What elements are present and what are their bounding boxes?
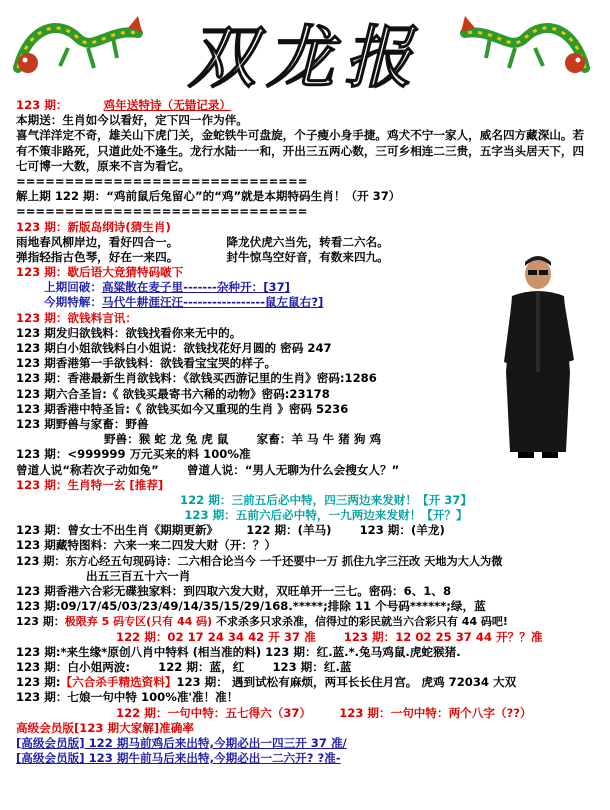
previous-issue-answer: 解上期 122 期：“鸡前鼠后兔留心”的“鸡”就是本期特码生肖！（开 37） bbox=[16, 189, 401, 204]
poem-paragraph: 喜气洋洋定不奇，雄关山下虎门关，金蛇铁牛可盘旋，个子瘦小身手捷。鸡犬不宁一家人，威名四方藏深山。若有不策非路死，只道此处不逢生。龙行水陆一一和，开出三五两心数，三可乡相连二三贵，五字当头居天下，四七可博一大数，原来不言为看它。 bbox=[16, 128, 585, 173]
text-line: 本期送：生肖如今以看好，定下四一作为伴。 bbox=[16, 113, 248, 128]
text-line: 123 期：<999999 万元买来的料 100%准 bbox=[16, 447, 251, 462]
vip-line: [高级会员版] 122 期马前鸡后来出特,今期必出一四三开 37 准/ bbox=[16, 735, 347, 750]
text-line: 123 期野兽与家畜：野兽 bbox=[16, 416, 149, 431]
highlight-red: 极限弃 5 码专区(只有 44 码) bbox=[64, 615, 213, 629]
text-segment: 123 期：白小姐两波: bbox=[16, 659, 131, 674]
text-line: 123 期香港第一手欲钱料：欲钱看宝宝哭的样子。 bbox=[16, 356, 277, 371]
domestic-animals: 家畜：羊 马 牛 猪 狗 鸡 bbox=[256, 432, 382, 447]
text-line: 123 期：七娘一句中特 100%准'准！准！ bbox=[16, 690, 239, 705]
section-title-vip: 高级会员版[123 期大家解]准确率 bbox=[16, 720, 194, 735]
prediction-segment: 123 期：一句中特：两个八字（??） bbox=[339, 705, 532, 720]
poem-line: 弹指轻指古色琴，好在一来四。 bbox=[16, 249, 179, 264]
text-line: 123 期:*来生缘*原创八肖中特料 (相当准的料) 123 期：红.蓝.*.兔马鸡鼠.虎蛇猴猪. bbox=[16, 644, 461, 659]
text-line: 123 期：香港最新生肖欲钱料：《欲钱买西游记里的生肖》密码:1286 bbox=[16, 371, 377, 386]
text-segment: 曾道人说：“男人无聊为什么会搜女人？” bbox=[186, 462, 400, 477]
text-segment: 123 期：曾女士不出生肖《期期更新》 bbox=[16, 523, 219, 538]
section-title-poem: 鸡年送特诗（无错记录） bbox=[103, 98, 232, 112]
section-title-riddle: 123 期：歇后语大竞猜特码啵下 bbox=[16, 265, 184, 280]
prediction-line: 123 期：五前六后必中特，一九两边来发财！【开？】 bbox=[184, 508, 468, 523]
dragon-left-icon bbox=[8, 8, 148, 88]
riddle-label: 今期特解： bbox=[44, 295, 102, 310]
text-segment: 123 期： 遇到试松有麻烦，两耳长长住月宫。 虎鸡 72034 大双 bbox=[176, 675, 517, 690]
text-segment: 不求杀多只求杀准，信得过的彩民就当六合彩只有 44 码吧! bbox=[212, 615, 508, 629]
text-line: 123 期白小姐欲钱料白小姐说：欲钱找花好月圆的 密码 247 bbox=[16, 341, 332, 356]
section-title-poem-zodiac: 123 期：新版岛纲诗(猜生肖) bbox=[16, 219, 171, 234]
dragon-right-icon bbox=[455, 8, 595, 88]
poem-line: 降龙伏虎六当先，转看二六名。 bbox=[226, 234, 389, 249]
text-line: 123 期藏特图料：六来一来二四发大财（开：？） bbox=[16, 538, 277, 553]
prediction-segment: 122 期：一句中特：五七得六（37） bbox=[116, 705, 312, 720]
vip-line: [高级会员版] 123 期牛前马后来出特,今期必出一二六开? ?准- bbox=[16, 751, 341, 766]
separator: ============================== bbox=[16, 204, 308, 219]
riddle-text: 高粱散在麦子里-------杂种开：[37] bbox=[101, 280, 290, 295]
text-line: 123 期发归欲钱料：欲钱找看你来无中的。 bbox=[16, 325, 242, 340]
highlight-red: 【六合杀手精选资料】 bbox=[60, 675, 177, 690]
poem-line: 雨地春风柳岸边，看好四合一。 bbox=[16, 234, 179, 249]
section-title-money: 123 期：欲钱料言讯： bbox=[16, 310, 137, 325]
text-line: 123 期六合圣旨:《 欲钱买最寄书六稀的动物》密码:23178 bbox=[16, 386, 330, 401]
text-segment: 123 期: bbox=[16, 675, 61, 690]
section-title-zodiac: 123 期：生肖特一玄 [推荐] bbox=[16, 477, 164, 492]
article-body bbox=[16, 98, 596, 766]
text-line: 123 期:09/17/45/03/23/49/14/35/15/29/168.*****;排除 11 个号码******;绿，蓝 bbox=[16, 599, 486, 614]
prediction-segment: 123 期：12 02 25 37 44 开？？准 bbox=[343, 629, 543, 644]
text-line: 123 期香港中特圣旨:《 欲钱买如今又重现的生肖 》密码 5236 bbox=[16, 401, 349, 416]
poem-line: 封牛惊鸟空好音，有数来四九。 bbox=[226, 249, 389, 264]
text-segment: 122 期：(羊马) bbox=[246, 523, 332, 538]
text-segment: 123 期：红.蓝 bbox=[272, 659, 352, 674]
text-segment: 123 期：(羊龙) bbox=[359, 523, 445, 538]
wild-animals: 野兽：猴 蛇 龙 兔 虎 鼠 bbox=[104, 432, 229, 447]
riddle-text: 马代牛耕涯汪汪-----------------鼠左鼠右?] bbox=[101, 295, 324, 310]
prediction-line: 122 期：三前五后必中特，四三两边来发财！【开 37】 bbox=[180, 492, 472, 507]
title-art: 双龙报 bbox=[187, 19, 422, 98]
text-line: 123 期香港六合彩无碟独家料：到四取六发大财，双旺单开一三七。密码：6、1、8 bbox=[16, 584, 452, 599]
text-line: 出五三百五十六一肖 bbox=[86, 568, 191, 583]
riddle-label: 上期回破： bbox=[44, 280, 102, 295]
header-banner bbox=[0, 0, 610, 100]
prediction-segment: 122 期：02 17 24 34 42 开 37 准 bbox=[116, 629, 316, 644]
issue-prefix: 123 期： bbox=[16, 98, 68, 112]
text-segment: 122 期：蓝，红 bbox=[158, 659, 245, 674]
text-segment: 123 期： bbox=[16, 615, 65, 629]
separator: ============================== bbox=[16, 173, 308, 188]
text-segment: 曾道人说“称若次子动如兔” bbox=[16, 462, 159, 477]
text-line: 123 期：东方心经五句现码诗：二六相合论当今 一千还要中一万 抓住九字三汪改 天地为大人为微 bbox=[16, 554, 503, 568]
